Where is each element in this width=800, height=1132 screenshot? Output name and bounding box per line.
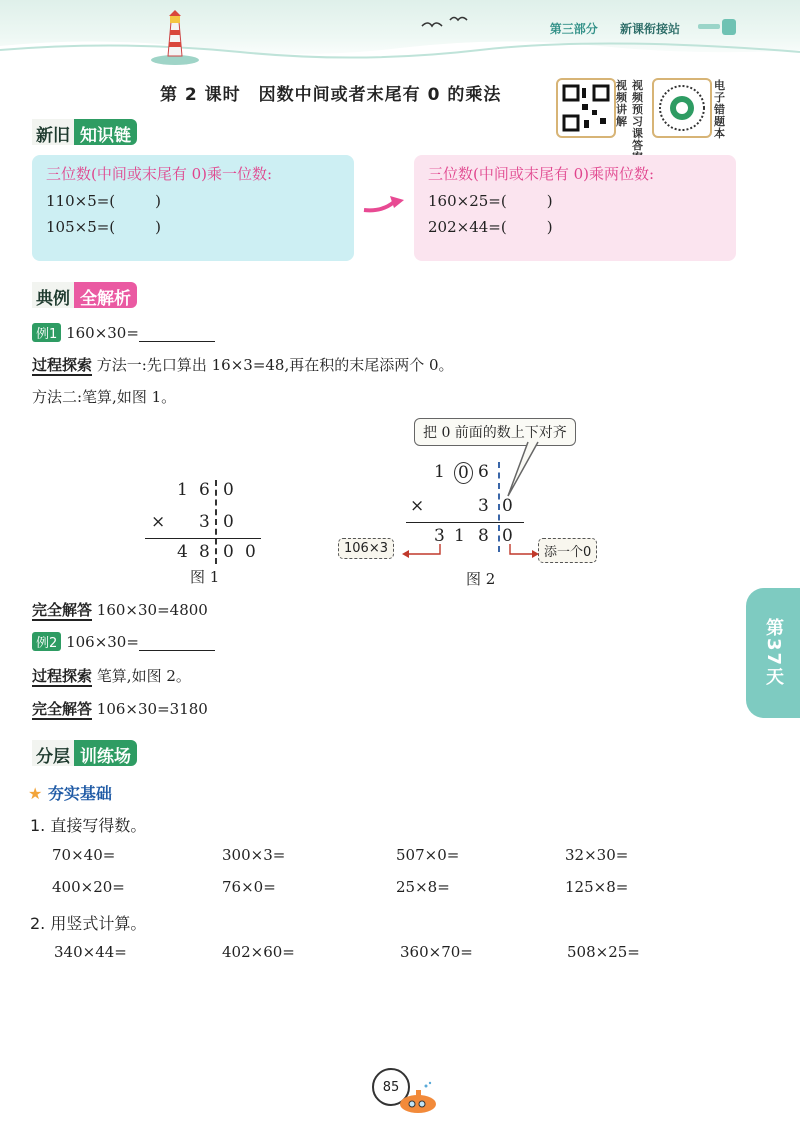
figure1-divider bbox=[215, 480, 219, 564]
submarine-icon bbox=[392, 1080, 442, 1116]
q2-item: 340×44= bbox=[54, 943, 127, 961]
review-left-item-1: 110×5=( ) bbox=[46, 192, 162, 210]
figure2-caption: 图 2 bbox=[466, 570, 496, 588]
example2-answer: 完全解答 106×30=3180 bbox=[32, 700, 208, 718]
page-number: 85 bbox=[372, 1068, 410, 1106]
review-left-box bbox=[32, 155, 354, 261]
example1-answer: 完全解答 160×30=4800 bbox=[32, 601, 208, 619]
q1-item: 76×0= bbox=[222, 878, 276, 896]
q1-item: 507×0= bbox=[396, 846, 460, 864]
example2-process: 过程探索 笔算,如图 2。 bbox=[32, 667, 191, 685]
q2-item: 402×60= bbox=[222, 943, 295, 961]
q1-item: 25×8= bbox=[396, 878, 450, 896]
qr-label-3: 电子错题本 bbox=[714, 79, 725, 140]
review-right-item-2: 202×44=( ) bbox=[428, 218, 553, 236]
example1-process: 过程探索 方法一:先口算出 16×3=48,再在积的末尾添两个 0。 bbox=[32, 356, 454, 374]
section-tag-practice: 分层 训练场 bbox=[32, 740, 137, 766]
review-left-heading: 三位数(中间或末尾有 0)乘一位数: bbox=[46, 165, 273, 183]
example2-tag: 例2 bbox=[32, 632, 61, 651]
header-part: 第三部分 bbox=[549, 22, 598, 36]
qr-round-icon bbox=[654, 80, 710, 136]
header-deco-icon bbox=[698, 16, 738, 40]
birds-icon bbox=[420, 12, 470, 32]
qr-code-video[interactable] bbox=[556, 78, 616, 138]
q1-item: 300×3= bbox=[222, 846, 286, 864]
answer-blank[interactable] bbox=[139, 636, 215, 651]
figure2-left-arrow bbox=[402, 540, 442, 566]
q2-item: 508×25= bbox=[567, 943, 640, 961]
example1-method2: 方法二:笔算,如图 1。 bbox=[32, 388, 177, 406]
example1-question: 例1 160×30= bbox=[32, 323, 215, 342]
figure2-callout: 把 0 前面的数上下对齐 bbox=[414, 418, 576, 446]
figure2-left-note: 106×3 bbox=[338, 538, 394, 559]
figure2-rule bbox=[406, 522, 524, 523]
q1-item: 32×30= bbox=[565, 846, 629, 864]
arrow-right-icon bbox=[362, 192, 406, 216]
header-wave bbox=[0, 36, 800, 66]
review-right-heading: 三位数(中间或末尾有 0)乘两位数: bbox=[428, 165, 655, 183]
figure1-rule bbox=[145, 538, 261, 539]
q1-item: 125×8= bbox=[565, 878, 629, 896]
lighthouse-icon bbox=[150, 8, 200, 64]
lesson-number: 第 2 课时 bbox=[160, 85, 241, 105]
figure2: 1 0 6 × 3 0 3 1 8 0 bbox=[402, 462, 532, 562]
figure1: 1 6 0 × 3 0 4 8 0 0 bbox=[145, 480, 265, 580]
figure2-right-arrow bbox=[506, 540, 540, 566]
example1-tag: 例1 bbox=[32, 323, 61, 342]
q2-title: 2. 用竖式计算。 bbox=[30, 914, 147, 933]
answer-blank[interactable] bbox=[139, 327, 215, 342]
review-right-box bbox=[414, 155, 736, 261]
q2-item: 360×70= bbox=[400, 943, 473, 961]
qr-code-errors[interactable] bbox=[652, 78, 712, 138]
q1-item: 70×40= bbox=[52, 846, 116, 864]
review-right-item-1: 160×25=( ) bbox=[428, 192, 553, 210]
practice-level: ★ 夯实基础 bbox=[28, 784, 112, 803]
star-icon: ★ bbox=[28, 784, 43, 803]
header-nav bbox=[532, 20, 680, 37]
process-label: 过程探索 bbox=[32, 356, 93, 374]
day-side-tab[interactable]: 第37天 bbox=[746, 588, 800, 718]
figure2-right-note: 添一个0 bbox=[538, 538, 597, 563]
qr-pattern-icon bbox=[558, 80, 614, 136]
header-series: 新课衔接站 bbox=[619, 22, 680, 36]
qr-label-2: 视频预习课答 bbox=[632, 79, 643, 152]
review-left-item-2: 105×5=( ) bbox=[46, 218, 162, 236]
section-tag-review: 新旧 知识链 bbox=[32, 119, 137, 145]
answer-label: 完全解答 bbox=[32, 601, 93, 619]
q1-title: 1. 直接写得数。 bbox=[30, 816, 147, 835]
section-tag-examples: 典例 全解析 bbox=[32, 282, 137, 308]
example2-question: 例2 106×30= bbox=[32, 632, 215, 651]
circled-zero: 0 bbox=[454, 462, 473, 484]
lesson-title bbox=[160, 80, 501, 105]
lesson-name: 因数中间或者末尾有 0 的乘法 bbox=[258, 85, 502, 105]
figure1-caption: 图 1 bbox=[190, 568, 220, 586]
q1-item: 400×20= bbox=[52, 878, 125, 896]
qr-label-1: 视频讲解 bbox=[616, 79, 627, 128]
